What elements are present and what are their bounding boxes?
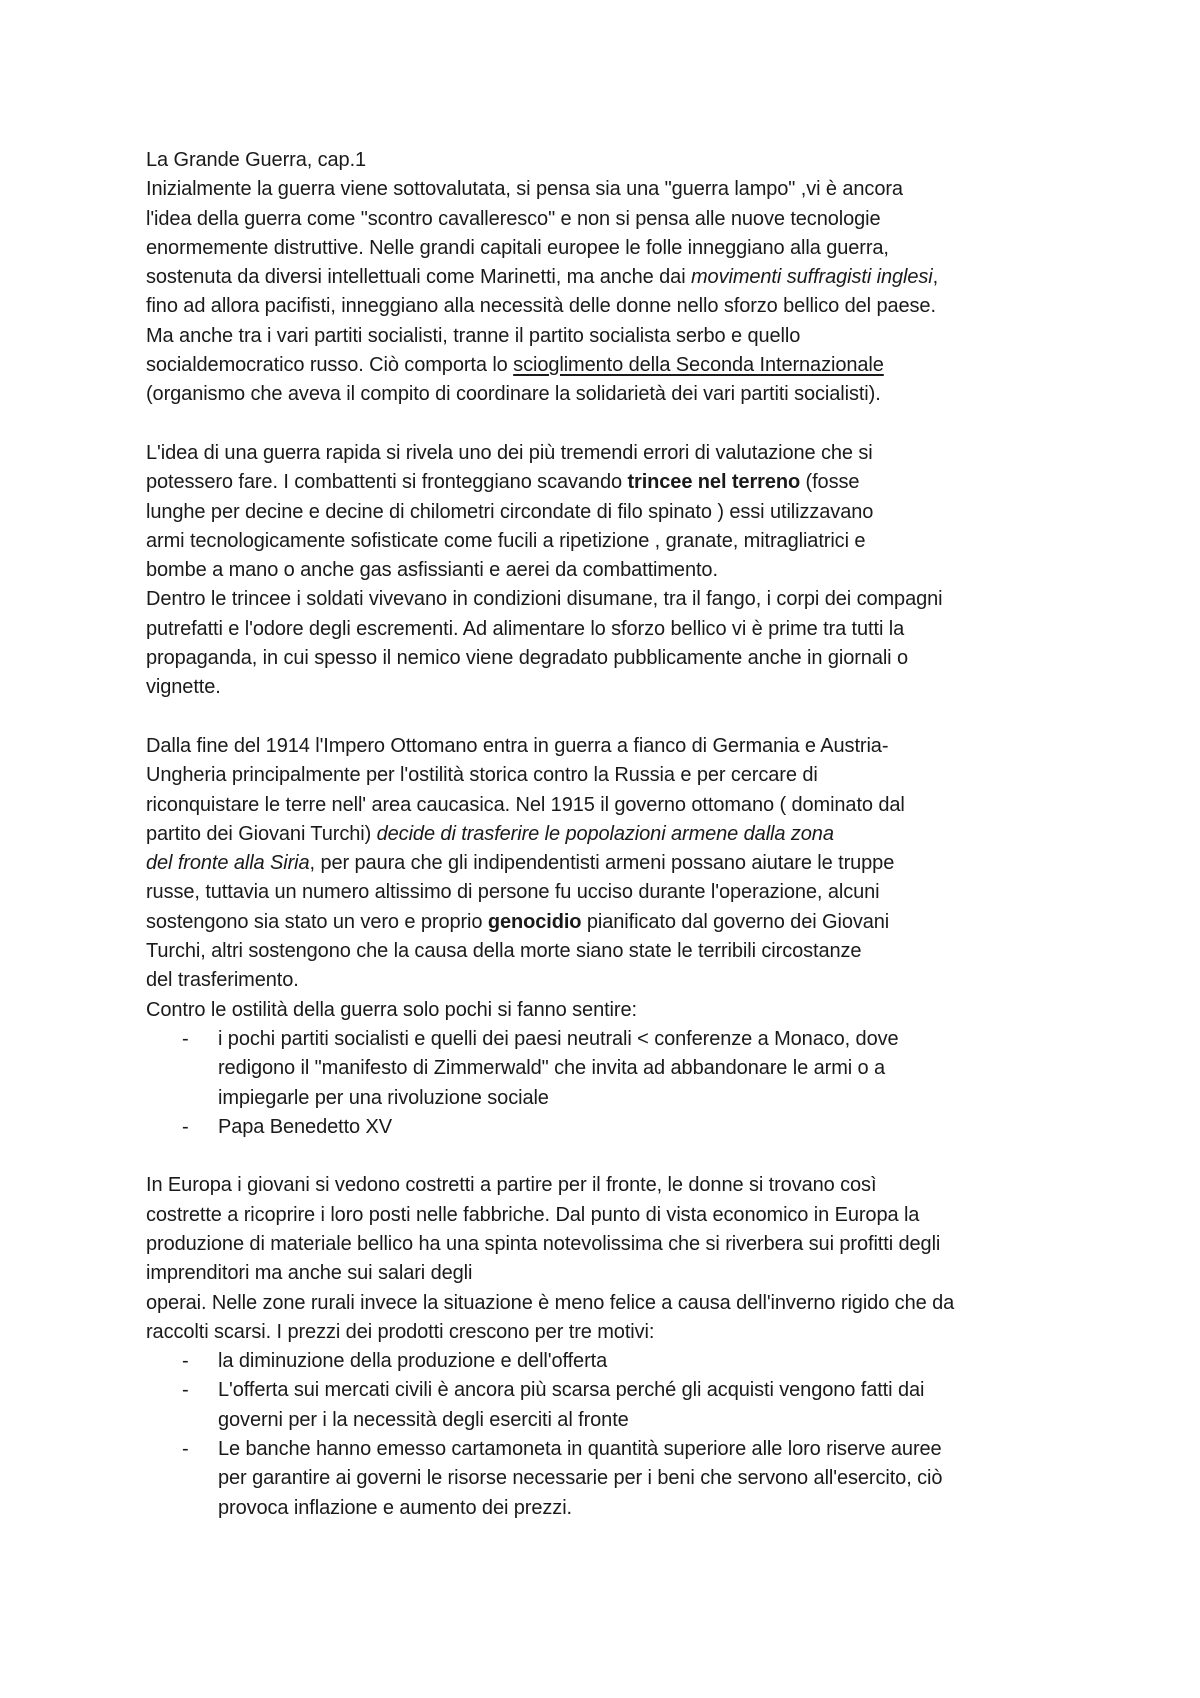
paragraph-line: bombe a mano o anche gas asfissianti e aerei da combattimento. [146, 559, 718, 582]
paragraph-line [146, 263, 1066, 292]
text-run: , per paura che gli indipendentisti armeni possano aiutare le truppe [309, 852, 895, 875]
italic-text: del fronte alla Siria [146, 852, 310, 875]
paragraph-line: (organismo che aveva il compito di coordinare la solidarietà dei vari partiti socialisti). [146, 383, 881, 406]
bold-text: trincee nel terreno [627, 471, 801, 494]
paragraph-1 [146, 175, 1066, 409]
document-title: La Grande Guerra, cap.1 [146, 149, 367, 171]
text-run: , [932, 266, 939, 289]
paragraph-line [146, 849, 1066, 878]
text-run: (fosse [800, 471, 860, 494]
list-item [146, 1347, 1066, 1376]
bullet-list-2 [146, 1347, 1066, 1523]
list-item-line: la diminuzione della produzione e dell'offerta [218, 1350, 608, 1373]
text-run: potessero fare. I combattenti si fronteggiano scavando [146, 471, 628, 494]
paragraph-line: Ungheria principalmente per l'ostilità storica contro la Russia e per cercare di [146, 764, 818, 787]
list-item [146, 1376, 1066, 1435]
paragraph-line [146, 820, 1066, 849]
paragraph-line: vignette. [146, 676, 221, 699]
bold-text: genocidio [487, 910, 582, 933]
paragraph-line: In Europa i giovani si vedono costretti a partire per il fronte, le donne si trovano così [146, 1174, 877, 1197]
list-dash: - [182, 1438, 189, 1461]
paragraph-line: propaganda, in cui spesso il nemico viene degradato pubblicamente anche in giornali o [146, 647, 909, 670]
paragraph-line: armi tecnologicamente sofisticate come fucili a ripetizione , granate, mitragliatrici e [146, 529, 866, 552]
text-run: partito dei Giovani Turchi) [146, 822, 377, 845]
paragraph-line: Dentro le trincee i soldati vivevano in condizioni disumane, tra il fango, i corpi dei compagni [146, 588, 943, 611]
paragraph-line: Ma anche tra i vari partiti socialisti, tranne il partito socialista serbo e quello [146, 324, 801, 347]
list-item-line: Papa Benedetto XV [218, 1115, 392, 1138]
paragraph-line: costrette a ricoprire i loro posti nelle fabbriche. Dal punto di vista economico in Europa la [146, 1203, 920, 1226]
paragraph-3 [146, 732, 1066, 1025]
list-item-line: i pochi partiti socialisti e quelli dei paesi neutrali < conferenze a Monaco, dove [218, 1027, 899, 1050]
paragraph-line [146, 468, 1066, 497]
text-run: pianificato dal governo dei Giovani [581, 910, 890, 933]
paragraph-line: L'idea di una guerra rapida si rivela uno dei più tremendi errori di valutazione che si [146, 441, 873, 464]
paragraph-4 [146, 1171, 1066, 1347]
paragraph-line: Turchi, altri sostengono che la causa della morte siano state le terribili circostanze [146, 940, 862, 963]
list-item-line: governi per i la necessità degli eserciti al fronte [218, 1408, 629, 1431]
paragraph-line: Contro le ostilità della guerra solo pochi si fanno sentire: [146, 998, 637, 1021]
paragraph-spacer [146, 1142, 1066, 1171]
paragraph-spacer [146, 410, 1066, 439]
paragraph-line [146, 351, 1066, 380]
list-dash: - [182, 1027, 189, 1050]
list-item [146, 1025, 1066, 1113]
paragraph-spacer [146, 703, 1066, 732]
paragraph-line: operai. Nelle zone rurali invece la situazione è meno felice a causa dell'inverno rigido che da [146, 1291, 955, 1314]
paragraph-line: enormemente distruttive. Nelle grandi capitali europee le folle inneggiano alla guerra, [146, 236, 889, 259]
list-dash: - [182, 1379, 189, 1402]
paragraph-line: lunghe per decine e decine di chilometri circondate di filo spinato ) essi utilizzavano [146, 500, 874, 523]
list-item [146, 1435, 1066, 1523]
document-body [146, 146, 1066, 1523]
paragraph-line: raccolti scarsi. I prezzi dei prodotti crescono per tre motivi: [146, 1320, 655, 1343]
list-item-line: redigono il "manifesto di Zimmerwald" che invita ad abbandonare le armi o a [218, 1057, 886, 1080]
text-run: sostenuta da diversi intellettuali come Marinetti, ma anche dai [146, 266, 691, 289]
bullet-list-1 [146, 1025, 1066, 1142]
text-run: socialdemocratico russo. Ciò comporta lo [146, 354, 514, 377]
paragraph-line: Dalla fine del 1914 l'Impero Ottomano entra in guerra a fianco di Germania e Austria- [146, 734, 889, 757]
list-item [146, 1113, 1066, 1142]
list-item-line: Le banche hanno emesso cartamoneta in quantità superiore alle loro riserve auree [218, 1438, 942, 1461]
paragraph-line: russe, tuttavia un numero altissimo di persone fu ucciso durante l'operazione, alcuni [146, 881, 880, 904]
paragraph-line: l'idea della guerra come "scontro cavalleresco" e non si pensa alle nuove tecnologie [146, 207, 881, 230]
list-item-line: impiegarle per una rivoluzione sociale [218, 1086, 549, 1109]
italic-text: movimenti suffragisti inglesi [691, 266, 933, 289]
list-dash: - [182, 1115, 189, 1138]
italic-text: decide di trasferire le popolazioni armene dalla zona [376, 822, 834, 845]
paragraph-line: riconquistare le terre nell' area caucasica. Nel 1915 il governo ottomano ( dominato dal [146, 793, 905, 816]
text-run: sostengono sia stato un vero e proprio [146, 910, 488, 933]
paragraph-line: produzione di materiale bellico ha una spinta notevolissima che si riverbera sui profitti degli [146, 1232, 941, 1255]
paragraph-line: fino ad allora pacifisti, inneggiano alla necessità delle donne nello sforzo bellico del paese. [146, 295, 936, 318]
paragraph-line: putrefatti e l'odore degli escrementi. Ad alimentare lo sforzo bellico vi è prime tra tutti la [146, 617, 905, 640]
paragraph-line: del trasferimento. [146, 969, 299, 992]
list-item-line: per garantire ai governi le risorse necessarie per i beni che servono all'esercito, ciò [218, 1467, 943, 1490]
paragraph-line: imprenditori ma anche sui salari degli [146, 1262, 473, 1285]
list-dash: - [182, 1350, 189, 1373]
paragraph-line [146, 908, 1066, 937]
list-item-line: L'offerta sui mercati civili è ancora più scarsa perché gli acquisti vengono fatti dai [218, 1379, 925, 1402]
underlined-text: scioglimento della Seconda Internazionale [513, 354, 884, 377]
paragraph-line: Inizialmente la guerra viene sottovalutata, si pensa sia una "guerra lampo" ,vi è ancora [146, 178, 903, 201]
paragraph-2 [146, 439, 1066, 703]
list-item-line: provoca inflazione e aumento dei prezzi. [218, 1496, 572, 1519]
